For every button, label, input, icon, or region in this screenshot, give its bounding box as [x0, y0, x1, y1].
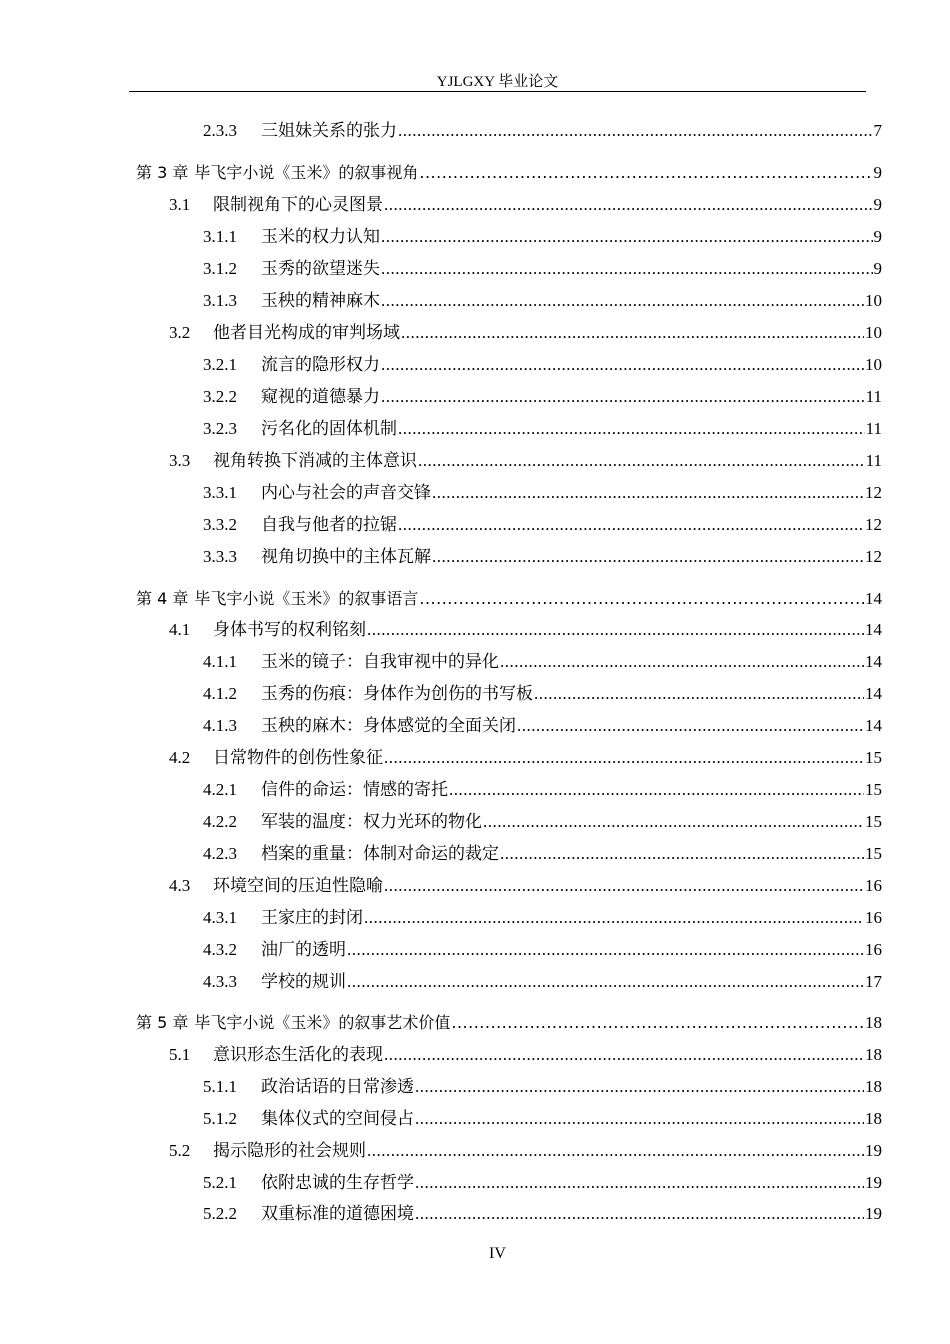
toc-dot-leader	[500, 649, 864, 675]
toc-entry-page: 18	[865, 1010, 882, 1036]
toc-entry-number: 4.3	[169, 876, 191, 895]
toc-dot-leader	[449, 777, 864, 803]
toc-dot-leader	[364, 905, 864, 931]
toc-dot-leader	[381, 224, 873, 250]
toc-entry-page: 18	[865, 1106, 882, 1132]
toc-entry-page: 10	[865, 352, 882, 378]
toc-entry-page: 9	[874, 224, 883, 250]
toc-entry-number: 3.3.1	[203, 483, 237, 502]
toc-entry-title: 玉秧的麻木：身体感觉的全面关闭	[261, 716, 516, 735]
toc-entry-title: 揭示隐形的社会规则	[213, 1141, 366, 1160]
toc-entry-page: 11	[866, 416, 882, 442]
toc-dot-leader	[418, 448, 865, 474]
toc-entry-page: 12	[865, 544, 882, 570]
toc-entry-page: 17	[865, 969, 882, 995]
toc-entry[interactable]	[203, 777, 882, 803]
toc-entry[interactable]	[203, 809, 882, 835]
toc-entry-title: 双重标准的道德困境	[261, 1204, 414, 1223]
toc-dot-leader	[401, 320, 864, 346]
toc-entry-number: 第 5 章	[136, 1013, 189, 1032]
toc-entry-page: 9	[874, 192, 883, 218]
toc-dot-leader	[432, 544, 864, 570]
toc-entry[interactable]	[203, 905, 882, 931]
toc-entry-title: 日常物件的创伤性象征	[213, 748, 383, 767]
toc-entry[interactable]	[169, 617, 882, 643]
toc-entry[interactable]	[203, 713, 882, 739]
toc-entry-number: 3.2.3	[203, 419, 237, 438]
toc-dot-leader	[384, 192, 873, 218]
toc-dot-leader	[419, 160, 872, 186]
toc-dot-leader	[415, 1201, 864, 1227]
toc-entry-title: 集体仪式的空间侵占	[261, 1109, 414, 1128]
toc-entry-page: 7	[874, 118, 883, 144]
toc-dot-leader	[384, 873, 864, 899]
toc-entry-number: 5.2.2	[203, 1204, 237, 1223]
toc-dot-leader	[381, 256, 873, 282]
toc-entry-title: 毕飞宇小说《玉米》的叙事艺术价值	[194, 1013, 451, 1032]
toc-entry-page: 18	[865, 1074, 882, 1100]
toc-entry-page: 19	[865, 1201, 882, 1227]
toc-entry-number: 3.1.3	[203, 291, 237, 310]
toc-entry-page: 14	[865, 713, 882, 739]
toc-dot-leader	[517, 713, 864, 739]
toc-entry-title: 流言的隐形权力	[261, 355, 380, 374]
toc-entry-number: 5.1.1	[203, 1077, 237, 1096]
toc-entry-title: 限制视角下的心灵图景	[213, 195, 383, 214]
toc-entry-title: 内心与社会的声音交锋	[261, 483, 431, 502]
toc-entry-number: 3.1.1	[203, 227, 237, 246]
toc-entry-number: 4.1.2	[203, 684, 237, 703]
toc-entry[interactable]	[203, 649, 882, 675]
toc-entry-page: 14	[865, 586, 882, 612]
toc-entry-number: 4.2	[169, 748, 191, 767]
toc-dot-leader	[381, 352, 864, 378]
toc-entry-title: 意识形态生活化的表现	[213, 1045, 383, 1064]
toc-entry-page: 9	[874, 256, 883, 282]
toc-entry-page: 9	[874, 160, 883, 186]
toc-entry-title: 他者目光构成的审判场域	[213, 323, 400, 342]
toc-entry-number: 第 4 章	[136, 589, 189, 608]
toc-entry[interactable]	[136, 160, 882, 186]
toc-entry[interactable]	[203, 1074, 882, 1100]
toc-entry-title: 污名化的固体机制	[261, 419, 397, 438]
toc-entry-title: 玉秀的欲望迷失	[261, 259, 380, 278]
toc-entry-page: 11	[866, 448, 882, 474]
toc-entry-title: 依附忠诚的生存哲学	[261, 1173, 414, 1192]
toc-entry-number: 5.1	[169, 1045, 191, 1064]
toc-dot-leader	[381, 288, 864, 314]
toc-entry-number: 5.2	[169, 1141, 191, 1160]
toc-entry[interactable]	[169, 745, 882, 771]
toc-entry-title: 三姐妹关系的张力	[261, 121, 397, 140]
toc-dot-leader	[534, 681, 864, 707]
toc-entry[interactable]	[169, 192, 882, 218]
toc-entry[interactable]	[169, 320, 882, 346]
toc-entry-page: 16	[865, 905, 882, 931]
toc-entry[interactable]	[169, 1138, 882, 1164]
toc-entry-number: 4.1.3	[203, 716, 237, 735]
toc-dot-leader	[398, 118, 873, 144]
toc-entry-number: 4.3.3	[203, 972, 237, 991]
toc-entry[interactable]	[169, 873, 882, 899]
toc-entry-page: 16	[865, 937, 882, 963]
toc-entry-number: 3.1.2	[203, 259, 237, 278]
toc-entry-title: 玉秧的精神麻木	[261, 291, 380, 310]
toc-entry-page: 11	[866, 384, 882, 410]
toc-entry[interactable]	[203, 1170, 882, 1196]
toc-entry-page: 12	[865, 480, 882, 506]
toc-dot-leader	[367, 617, 864, 643]
toc-entry-title: 王家庄的封闭	[261, 908, 363, 927]
toc-entry-page: 10	[865, 288, 882, 314]
toc-dot-leader	[347, 969, 864, 995]
toc-entry[interactable]	[203, 352, 882, 378]
toc-entry-page: 10	[865, 320, 882, 346]
toc-entry-title: 视角切换中的主体瓦解	[261, 547, 431, 566]
toc-entry[interactable]	[203, 416, 882, 442]
toc-entry[interactable]	[203, 969, 882, 995]
toc-dot-leader	[451, 1010, 864, 1036]
toc-entry[interactable]	[203, 841, 882, 867]
toc-entry-number: 第 3 章	[136, 163, 189, 182]
toc-entry[interactable]	[136, 1010, 882, 1036]
toc-entry-number: 3.2.1	[203, 355, 237, 374]
toc-entry-title: 毕飞宇小说《玉米》的叙事视角	[194, 163, 419, 182]
toc-entry-title: 自我与他者的拉锯	[261, 515, 397, 534]
toc-dot-leader	[419, 586, 864, 612]
toc-dot-leader	[384, 745, 864, 771]
toc-entry-number: 3.3	[169, 451, 191, 470]
toc-entry-title: 军装的温度：权力光环的物化	[261, 812, 482, 831]
toc-entry-title: 学校的规训	[261, 972, 346, 991]
toc-entry-page: 19	[865, 1138, 882, 1164]
toc-entry-title: 信件的命运：情感的寄托	[261, 780, 448, 799]
toc-entry-title: 毕飞宇小说《玉米》的叙事语言	[194, 589, 419, 608]
toc-dot-leader	[483, 809, 864, 835]
toc-entry-number: 3.3.2	[203, 515, 237, 534]
toc-dot-leader	[347, 937, 864, 963]
toc-entry-number: 5.2.1	[203, 1173, 237, 1192]
toc-dot-leader	[415, 1170, 864, 1196]
header-rule	[129, 91, 866, 92]
toc-entry-title: 视角转换下消减的主体意识	[213, 451, 417, 470]
toc-entry-number: 3.2	[169, 323, 191, 342]
toc-dot-leader	[398, 512, 864, 538]
toc-entry[interactable]	[203, 118, 882, 144]
toc-entry-page: 19	[865, 1170, 882, 1196]
toc-entry[interactable]	[169, 1042, 882, 1068]
toc-entry[interactable]	[136, 586, 882, 612]
toc-entry[interactable]	[203, 224, 882, 250]
toc-entry[interactable]	[203, 288, 882, 314]
toc-entry[interactable]	[203, 384, 882, 410]
toc-entry-title: 档案的重量：体制对命运的裁定	[261, 844, 499, 863]
toc-entry-page: 18	[865, 1042, 882, 1068]
toc-entry-page: 15	[865, 777, 882, 803]
toc-entry[interactable]	[203, 256, 882, 282]
toc-entry-number: 4.3.1	[203, 908, 237, 927]
page-number: IV	[489, 1245, 506, 1262]
toc-entry-title: 环境空间的压迫性隐喻	[213, 876, 383, 895]
toc-entry-title: 政治话语的日常渗透	[261, 1077, 414, 1096]
toc-entry-title: 油厂的透明	[261, 940, 346, 959]
toc-entry-number: 4.3.2	[203, 940, 237, 959]
toc-entry-title: 玉米的镜子：自我审视中的异化	[261, 652, 499, 671]
toc-entry[interactable]	[203, 544, 882, 570]
toc-entry-title: 玉秀的伤痕：身体作为创伤的书写板	[261, 684, 533, 703]
toc-entry-title: 窥视的道德暴力	[261, 387, 380, 406]
toc-entry-number: 5.1.2	[203, 1109, 237, 1128]
page-header: YJLGXY 毕业论文	[436, 74, 559, 90]
toc-dot-leader	[415, 1074, 864, 1100]
toc-entry[interactable]	[203, 681, 882, 707]
toc-entry-page: 16	[865, 873, 882, 899]
toc-dot-leader	[384, 1042, 864, 1068]
toc-entry[interactable]	[169, 448, 882, 474]
toc-dot-leader	[398, 416, 865, 442]
toc-entry[interactable]	[203, 512, 882, 538]
toc-entry-number: 4.1.1	[203, 652, 237, 671]
toc-entry[interactable]	[203, 937, 882, 963]
toc-entry-page: 15	[865, 809, 882, 835]
toc-entry-number: 3.3.3	[203, 547, 237, 566]
toc-entry[interactable]	[203, 1106, 882, 1132]
toc-entry-page: 14	[865, 681, 882, 707]
toc-dot-leader	[432, 480, 864, 506]
toc-entry[interactable]	[203, 1201, 882, 1227]
toc-entry-number: 4.2.2	[203, 812, 237, 831]
toc-entry-number: 2.3.3	[203, 121, 237, 140]
toc-dot-leader	[367, 1138, 864, 1164]
toc-entry-page: 15	[865, 841, 882, 867]
toc-entry-number: 4.2.1	[203, 780, 237, 799]
toc-entry-title: 身体书写的权利铭刻	[213, 620, 366, 639]
toc-entry-title: 玉米的权力认知	[261, 227, 380, 246]
toc-dot-leader	[415, 1106, 864, 1132]
toc-entry-page: 15	[865, 745, 882, 771]
toc-entry-page: 14	[865, 617, 882, 643]
toc-entry-number: 4.2.3	[203, 844, 237, 863]
toc-entry-page: 14	[865, 649, 882, 675]
toc-dot-leader	[381, 384, 865, 410]
toc-entry-page: 12	[865, 512, 882, 538]
toc-entry[interactable]	[203, 480, 882, 506]
toc-entry-number: 3.1	[169, 195, 191, 214]
toc-entry-number: 4.1	[169, 620, 191, 639]
toc-entry-number: 3.2.2	[203, 387, 237, 406]
toc-dot-leader	[500, 841, 864, 867]
